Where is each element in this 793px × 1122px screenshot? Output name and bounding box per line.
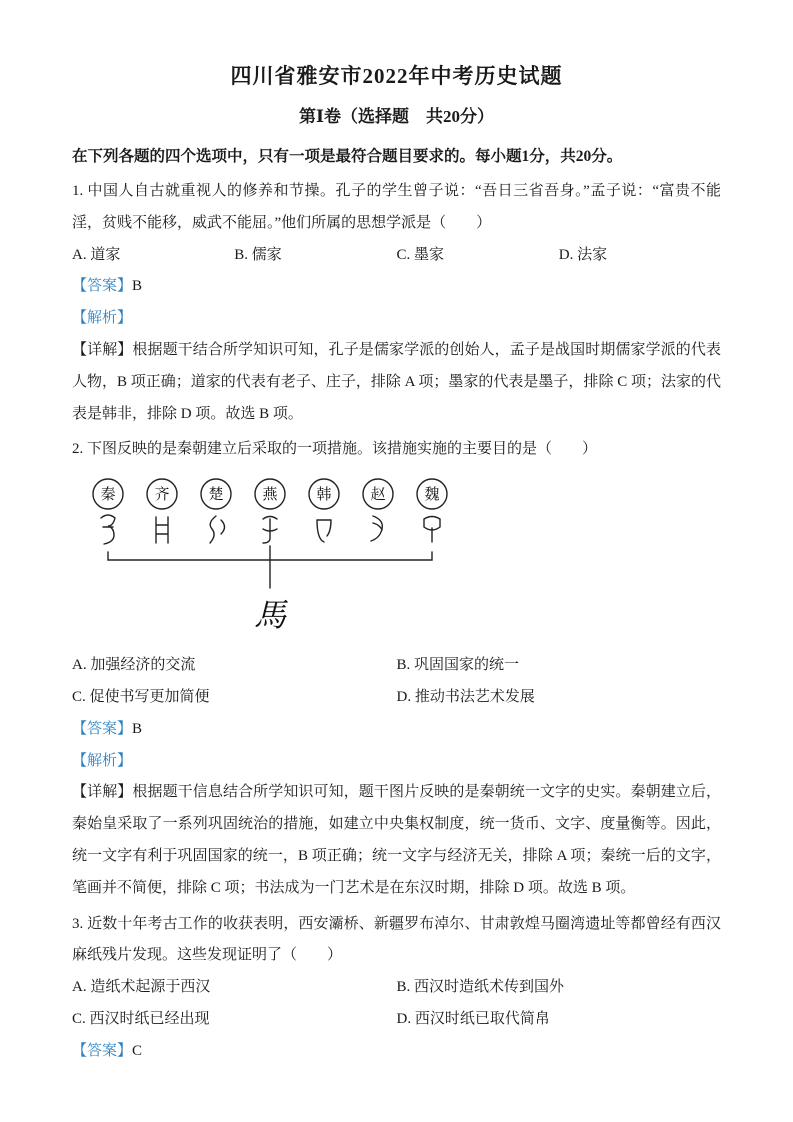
question-1-analysis-line — [72, 303, 721, 335]
detail-label: 【详解】 — [72, 784, 133, 801]
question-2-option-d: D. 推动书法艺术发展 — [396, 688, 535, 705]
question-3-option-a: A. 造纸术起源于西汉 — [72, 979, 211, 996]
script-glyph-wei — [424, 517, 440, 543]
question-2-option-a: A. 加强经济的交流 — [72, 657, 196, 674]
question-2-detail — [72, 777, 721, 904]
question-1-answer-line — [72, 271, 721, 303]
answer-label: 【答案】 — [72, 720, 133, 737]
question-1-option-b: B. 儒家 — [234, 246, 282, 263]
question-2-stem: 2. 下图反映的是秦朝建立后采取的一项措施。该措施实施的主要目的是（ ） — [72, 441, 598, 458]
script-glyph-qin — [101, 515, 115, 544]
question-2 — [72, 434, 721, 904]
script-glyph-yan — [263, 517, 277, 544]
question-3-option-d: D. 西汉时纸已取代简帛 — [396, 1010, 550, 1027]
question-2-option-c: C. 促使书写更加简便 — [72, 688, 210, 705]
script-unification-figure — [78, 476, 478, 644]
question-1-option-c: C. 墨家 — [396, 246, 445, 263]
question-3-answer-value: C — [132, 1042, 143, 1059]
question-1-options — [72, 240, 721, 272]
script-glyph-zhao — [371, 516, 382, 541]
unified-script-char: 馬 — [253, 597, 287, 634]
state-char: 秦 — [100, 487, 116, 504]
question-2-analysis-line — [72, 746, 721, 778]
state-char: 魏 — [424, 487, 440, 504]
question-3 — [72, 909, 721, 1068]
question-3-stem: 3. 近数十年考古工作的收获表明，西安灞桥、新疆罗布淖尔、甘肃敦煌马圈湾遗址等都曾经有西汉麻纸残片发现。这些发现证明了（ ） — [72, 915, 721, 964]
question-1-option-d: D. 法家 — [558, 246, 608, 263]
question-2-answer-value: B — [132, 720, 143, 737]
question-3-option-b: B. 西汉时造纸术传到国外 — [396, 979, 565, 996]
script-unification-svg — [78, 476, 468, 644]
script-glyph-qi — [156, 517, 168, 543]
question-2-answer-line — [72, 714, 721, 746]
question-1-answer-value: B — [132, 278, 143, 295]
question-1-detail-text: 根据题干结合所学知识可知，孔子是儒家学派的创始人，孟子是战国时期儒家学派的代表人物，B 项正确；道家的代表有老子、庄子，排除 A 项；墨家的代表是墨子，排除 C 项；法家的代表是韩非，排除 D 项。故选 B 项。 — [72, 341, 721, 422]
answer-label: 【答案】 — [72, 278, 133, 295]
state-char: 齐 — [154, 487, 170, 504]
script-glyph-chu — [210, 516, 225, 543]
question-3-option-c: C. 西汉时纸已经出现 — [72, 1010, 210, 1027]
instruction-text: 在下列各题的四个选项中，只有一项是最符合题目要求的。每小题1分，共20分。 — [72, 148, 623, 165]
question-3-answer-line — [72, 1036, 721, 1068]
analysis-label: 【解析】 — [72, 310, 133, 327]
section-title: 第Ⅰ卷（选择题 共20分） — [299, 107, 494, 126]
question-3-options — [72, 972, 721, 1036]
question-1-stem: 1. 中国人自古就重视人的修养和节操。孔子的学生曾子说：“吾日三省吾身。”孟子说：“富贵不能淫，贫贱不能移，威武不能屈。”他们所属的思想学派是（ ） — [72, 183, 721, 231]
question-2-detail-text: 根据题干信息结合所学知识可知，题干图片反映的是秦朝统一文字的史实。秦朝建立后，秦始皇采取了一系列巩固统治的措施，如建立中央集权制度，统一货币、文字、度量衡等。因此，统一文字有利于巩固国家的统一，B 项正确；统一文字与经济无关，排除 A 项；秦统一后的文字，笔画并不简便，排除 C 项；书法成为一门艺术是在东汉时期，排除 D 项。故选 B 项。 — [72, 784, 721, 896]
state-char: 楚 — [208, 487, 224, 504]
question-1 — [72, 176, 721, 430]
page-title: 四川省雅安市2022年中考历史试题 — [230, 64, 563, 88]
question-2-options — [72, 650, 721, 714]
state-char: 韩 — [316, 487, 332, 504]
question-1-option-a: A. 道家 — [72, 246, 121, 263]
answer-label: 【答案】 — [72, 1042, 133, 1059]
detail-label: 【详解】 — [72, 341, 133, 358]
question-1-detail — [72, 335, 721, 430]
state-char: 赵 — [370, 487, 386, 504]
state-char: 燕 — [262, 487, 278, 504]
question-2-option-b: B. 巩固国家的统一 — [396, 657, 520, 674]
script-glyph-han — [317, 520, 331, 542]
analysis-label: 【解析】 — [72, 752, 133, 769]
